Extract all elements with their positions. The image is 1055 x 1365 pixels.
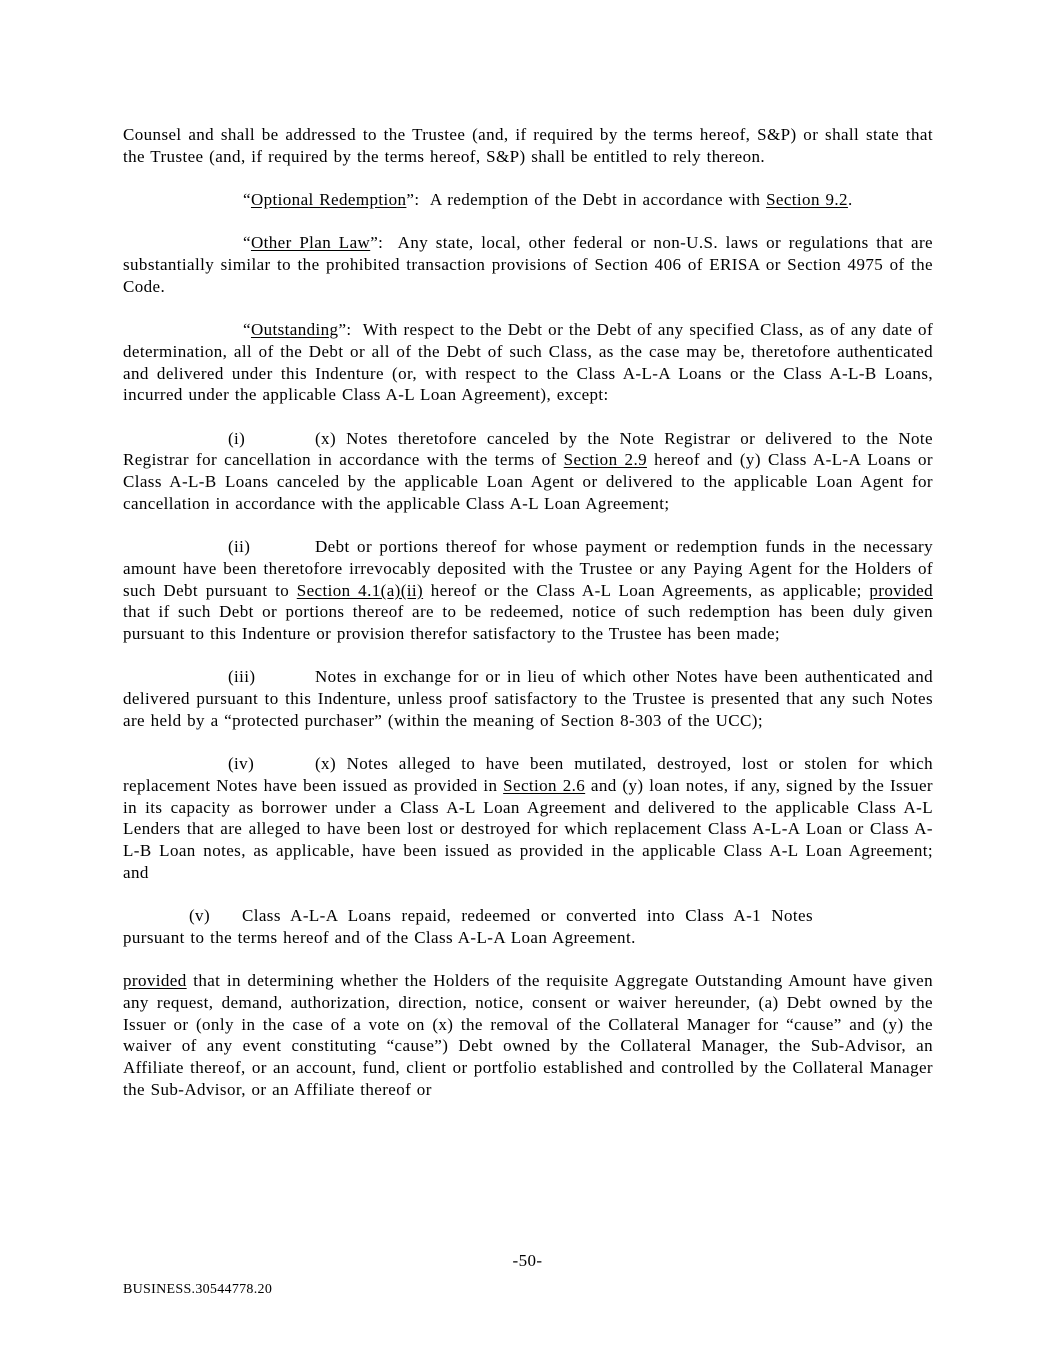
definition-text: ”: Any state, local, other federal or non-U.S. laws or regulations that are substantially similar to the prohibited transaction provisions of Section 406 of ERISA or Section 4975 of the Code. [123,233,933,296]
page-number: -50- [512,1251,543,1270]
definition-text: ”: A redemption of the Debt in accordance with [406,190,767,210]
list-item-text: Notes in exchange for or in lieu of which other Notes have been authenticated and delivered pursuant to this Indenture, unless proof satisfactory to the Trustee is presented that any such Notes are held by a “protected purchaser” (within the meaning of Section 8-303 of the UCC); [123,667,933,730]
open-quote: “ [243,233,251,253]
list-item-text: Debt or portions thereof for whose payment or redemption funds in the necessary amount have been theretofore irrevocably deposited with the Trustee or any Paying Agent for the Holders of such Debt pursuant to [123,537,933,600]
list-item-iv [123,753,933,883]
list-item-label: (iii) [228,667,256,687]
defined-term-optional-redemption: Optional Redemption [250,190,407,210]
list-item-text: Class A-L-A Loans repaid, redeemed or converted into Class A-1 Notes pursuant to the terms hereof and of the Class A-L-A Loan Agreement. [123,906,813,947]
definition-text: ”: With respect to the Debt or the Debt of any specified Class, as of any date of determination, all of the Debt or all of the Debt of such Class, as the case may be, theretofore authenticated and delivered under this Indenture (or, with respect to the Class A-L-A Loans or the Class A-L-B Loans, incurred under the applicable Class A-L Loan Agreement), except: [123,320,933,405]
section-ref-2-9: Section 2.9 [563,450,648,470]
document-control-number: BUSINESS.30544778.20 [123,1282,273,1297]
defined-term-outstanding: Outstanding [250,320,339,340]
paragraph-final-proviso [123,970,933,1100]
paragraph-definition-optional-redemption [123,189,933,211]
list-item-ii [123,536,933,645]
list-item-v [123,905,813,948]
paragraph-continuation [123,124,933,167]
list-item-text: that if such Debt or portions thereof are to be redeemed, notice of such redemption has been duly given pursuant to this Indenture or provision therefor satisfactory to the Trustee has been made; [123,602,933,644]
section-ref-2-6: Section 2.6 [503,775,586,795]
list-item-label: (v) [189,906,211,926]
list-item-label: (iv) [228,754,255,774]
paragraph-text: Counsel and shall be addressed to the Trustee (and, if required by the terms hereof, S&P) or shall state that the Trustee (and, if required by the terms hereof, S&P) shall be entitled to rely thereon. [123,125,933,166]
list-item-label: (ii) [228,537,251,557]
section-ref-4-1-a-ii: Section 4.1(a)(ii) [296,580,424,600]
list-item-text: hereof and (y) Class A-L-A Loans or Class A-L-B Loans canceled by the applicable Loan Agent or delivered to the applicable Loan Agent for cancellation in accordance with the applicable Class A-L Loan Agreement; [123,450,933,513]
list-item-i [123,428,933,515]
section-ref-9-2: Section 9.2 [766,190,848,210]
list-item-text: (x) Notes alleged to have been mutilated, destroyed, lost or stolen for which replacement Notes have been issued as provided in [123,754,933,795]
defined-term-other-plan-law: Other Plan Law [250,233,371,253]
list-item-iii [123,666,933,731]
proviso-term: provided [123,971,187,991]
paragraph-definition-other-plan-law [123,232,933,297]
definition-end: . [847,190,853,210]
proviso-term: provided [869,580,933,600]
list-item-text: hereof or the Class A-L Loan Agreements, as applicable; [423,580,870,600]
list-item-label: (i) [228,428,246,448]
document-body [123,124,933,1101]
list-item-text: and (y) loan notes, if any, signed by the Issuer in its capacity as borrower under a Class A-L Loan Agreement and delivered to the applicable Class A-L Lenders that are alleged to have been lost or destroyed for which replacement Class A-L-A Loan or Class A-L-B Loan notes, as applicable, have been issued as provided in the applicable Class A-L Loan Agreement; and [123,775,933,882]
list-item-text: (x) Notes theretofore canceled by the Note Registrar or delivered to the Note Registrar for cancellation in accordance with the terms of [123,428,933,470]
paragraph-text: that in determining whether the Holders of the requisite Aggregate Outstanding Amount have given any request, demand, authorization, direction, notice, consent or waiver hereunder, (a) Debt owned by the Issuer or (only in the case of a vote on (x) the removal of the Collateral Manager for “cause” and (y) the waiver of any event constituting “cause”) Debt owned by the Collateral Manager, the Sub-Advisor, an Affiliate thereof, or an account, fund, client or portfolio established and controlled by the Collateral Manager the Sub-Advisor, or an Affiliate thereof or [123,971,933,1099]
open-quote: “ [243,190,251,210]
open-quote: “ [243,320,251,340]
paragraph-definition-outstanding [123,319,933,406]
